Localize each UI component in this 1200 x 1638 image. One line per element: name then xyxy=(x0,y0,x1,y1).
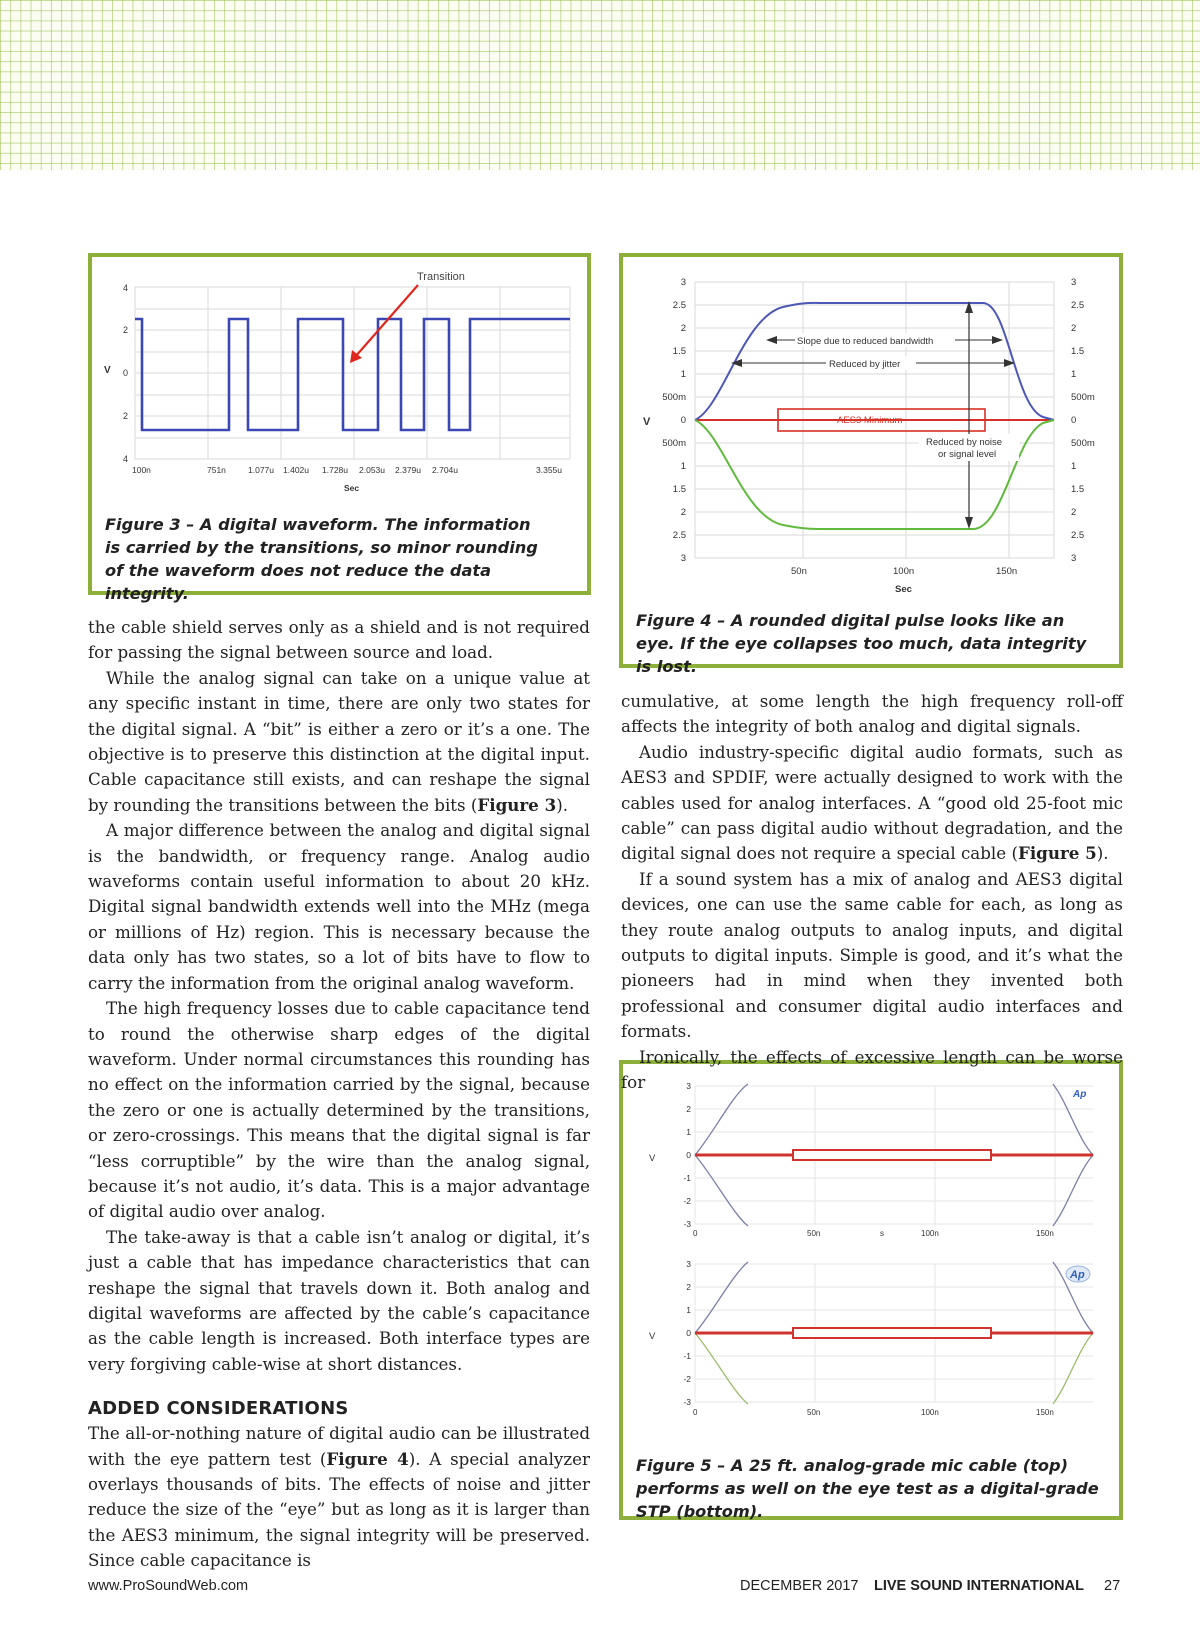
figure-3-caption: Figure 3 – A digital waveform. The information is carried by the transitions, so minor rounding of the waveform does not reduce the data integrity. xyxy=(105,515,538,603)
top-y-axis-label: V xyxy=(649,1153,656,1164)
y-tick-left: 2 xyxy=(680,507,686,518)
paragraph: cumulative, at some length the high frequency roll-off affects the integrity of both analog and digital signals. xyxy=(621,691,1123,737)
figure-5-caption: Figure 5 – A 25 ft. analog-grade mic cable (top) performs as well on the eye test as a digital-grade STP (bottom). xyxy=(636,1456,1099,1521)
x-tick: 1.402u xyxy=(283,465,309,475)
figure-3-chart xyxy=(92,257,587,507)
bottom-y-tick: -3 xyxy=(683,1397,691,1407)
bottom-eye-upper xyxy=(695,1262,748,1333)
bottom-y-tick: -2 xyxy=(683,1374,691,1384)
top-aes3-box xyxy=(793,1150,991,1160)
y-tick: 4 xyxy=(123,283,129,293)
page-number: 27 xyxy=(1104,1578,1121,1594)
y-tick-right: 2.5 xyxy=(1071,300,1085,311)
top-y-tick: 0 xyxy=(686,1150,691,1160)
x-tick: 150n xyxy=(996,566,1018,577)
y-tick-right: 500m xyxy=(1071,392,1095,403)
top-x-tick: 100n xyxy=(921,1229,939,1238)
figure-4-chart xyxy=(623,257,1119,597)
y-tick-right: 0 xyxy=(1071,415,1077,426)
y-tick: 4 xyxy=(123,454,129,464)
y-tick-right: 500m xyxy=(1071,438,1095,449)
y-axis-label: V xyxy=(104,365,111,376)
paragraph: A major difference between the analog and digital signal is the bandwidth, or frequency range. Analog audio waveforms contain useful information to about 20 kHz. Digital signal bandwidth extends well into the MHz (mega or millions of Hz) region. This is necessary because the data only has two states, so a lot of bits have to flow to carry the information from the original analog waveform. xyxy=(88,820,590,993)
top-y-tick: -1 xyxy=(683,1173,691,1183)
footer-date: DECEMBER 2017 xyxy=(740,1578,859,1594)
y-tick-left: 500m xyxy=(662,438,686,449)
y-tick-left: 1.5 xyxy=(672,346,686,357)
top-y-tick: -3 xyxy=(683,1219,691,1229)
y-tick-right: 1.5 xyxy=(1071,346,1085,357)
noise-label-1: Reduced by noise xyxy=(926,437,1003,448)
digital-waveform xyxy=(135,319,570,430)
top-eye-lower xyxy=(695,1155,748,1226)
paragraph: If a sound system has a mix of analog and AES3 digital devices, one can use the same cable for each, as long as they route analog outputs to analog inputs, and digital outputs to digital inputs. Simple is good, and it’s what the pioneers had in mind when they invented both professional and consumer digital audio interfaces and formats. xyxy=(621,868,1123,1042)
bottom-y-tick: 2 xyxy=(686,1282,691,1292)
figure-5-reference: Figure 5 xyxy=(1017,843,1097,864)
graph-paper-header xyxy=(0,0,1200,170)
left-column xyxy=(88,615,590,1574)
section-heading: ADDED CONSIDERATIONS xyxy=(88,1398,349,1420)
paragraph: Ironically, the effects of excessive length can be worse for xyxy=(621,1046,1123,1093)
y-tick: 2 xyxy=(123,411,129,421)
bottom-y-axis-label: V xyxy=(649,1331,656,1342)
figure-4-reference: Figure 4 xyxy=(326,1448,409,1469)
x-axis-label: Sec xyxy=(344,483,360,493)
paragraph: Audio industry-specific digital audio formats, such as AES3 and SPDIF, were actually designed to work with the cables used for analog interfaces. A “good old 25-foot mic cable” can pass digital audio without degradation, and the digital signal does not require a special cable (Figure 5). xyxy=(621,741,1123,864)
bottom-logo: Ap xyxy=(1070,1269,1085,1281)
y-tick-left: 2 xyxy=(680,323,686,334)
y-tick: 2 xyxy=(123,325,129,335)
jitter-label: Reduced by jitter xyxy=(829,359,901,370)
y-tick-left: 2.5 xyxy=(672,300,686,311)
x-axis-label: Sec xyxy=(895,584,912,595)
bottom-aes3-box xyxy=(793,1328,991,1338)
y-tick-right: 1 xyxy=(1071,461,1077,472)
y-tick-left: 1.5 xyxy=(672,484,686,495)
figure-3-reference: Figure 3 xyxy=(477,794,557,815)
slope-label: Slope due to reduced bandwidth xyxy=(797,336,934,347)
y-tick-left: 3 xyxy=(680,277,686,288)
top-eye-lower-right xyxy=(1053,1155,1093,1226)
y-tick-left: 1 xyxy=(680,461,686,472)
aes3-minimum-label: AES3 Minimum xyxy=(837,415,903,426)
top-x-tick: s xyxy=(880,1229,884,1238)
transition-label: Transition xyxy=(417,271,465,283)
y-tick-right: 3 xyxy=(1071,277,1077,288)
top-x-tick: 50n xyxy=(807,1229,821,1238)
y-tick-left: 2.5 xyxy=(672,530,686,541)
y-tick-right: 2 xyxy=(1071,507,1077,518)
bottom-x-tick: 100n xyxy=(921,1408,939,1417)
top-logo: Ap xyxy=(1073,1089,1087,1100)
x-tick: 3.355u xyxy=(536,465,562,475)
bottom-x-tick: 150n xyxy=(1036,1408,1054,1417)
x-tick: 2.704u xyxy=(432,465,458,475)
y-tick-left: 1 xyxy=(680,369,686,380)
y-tick-right: 1 xyxy=(1071,369,1077,380)
y-tick-left: 500m xyxy=(662,392,686,403)
paragraph: The all-or-nothing nature of digital audio can be illustrated with the eye pattern test (Figure 4). A special analyzer overlays thousands of bits. The effects of noise and jitter reduce the size of the “eye” but as long as it is larger than the AES3 minimum, the signal integrity will be preserved. Since cable capacitance is xyxy=(88,1423,590,1571)
y-tick-right: 2 xyxy=(1071,323,1077,334)
y-tick: 0 xyxy=(123,368,129,378)
figure-5 xyxy=(619,1060,1123,1520)
x-tick: 2.053u xyxy=(359,465,385,475)
top-y-tick: -2 xyxy=(683,1196,691,1206)
bottom-eye-lower-right xyxy=(1053,1333,1093,1404)
x-tick: 50n xyxy=(791,566,807,577)
bottom-y-tick: 3 xyxy=(686,1259,691,1269)
x-tick: 100n xyxy=(132,465,151,475)
figure-3 xyxy=(88,253,591,603)
x-tick: 751n xyxy=(207,465,226,475)
x-tick: 100n xyxy=(893,566,915,577)
top-y-tick: 2 xyxy=(686,1104,691,1114)
top-y-tick: 3 xyxy=(686,1081,691,1091)
top-x-tick: 150n xyxy=(1036,1229,1054,1238)
bottom-y-tick: 0 xyxy=(686,1328,691,1338)
transition-arrow xyxy=(355,285,418,357)
bottom-y-tick: 1 xyxy=(686,1305,691,1315)
y-tick-right: 1.5 xyxy=(1071,484,1085,495)
paragraph: The high frequency losses due to cable capacitance tend to round the otherwise sharp edges of the digital waveform. Under normal circumstances this rounding has no effect on the information carried by the signal, because the zero or one is actually determined by the transitions, or zero-crossings. This means that the digital signal is far “less corruptible” by the wire than the analog signal, because it’s not audio, it’s data. This is a major advantage of digital audio over analog. xyxy=(88,998,590,1222)
y-tick-right: 3 xyxy=(1071,553,1077,564)
y-tick-right: 2.5 xyxy=(1071,530,1085,541)
noise-label-2: or signal level xyxy=(938,449,997,460)
bottom-y-tick: -1 xyxy=(683,1351,691,1361)
y-axis-label: V xyxy=(643,416,651,428)
figure-4-caption: Figure 4 – A rounded digital pulse looks like an eye. If the eye collapses too much, data integrity is lost. xyxy=(636,611,1087,676)
paragraph: While the analog signal can take on a unique value at any specific instant in time, there are only two states for the digital signal. A “bit” is either a zero or it’s a one. The objective is to preserve this distinction at the digital input. Cable capacitance still exists, and can reshape the signal by rounding the transitions between the bits (Figure 3). xyxy=(88,667,590,815)
footer-magazine: LIVE SOUND INTERNATIONAL xyxy=(874,1578,1084,1594)
top-y-tick: 1 xyxy=(686,1127,691,1137)
bottom-x-tick: 50n xyxy=(807,1408,821,1417)
y-tick-left: 0 xyxy=(680,415,686,426)
top-x-tick: 0 xyxy=(693,1229,698,1238)
bottom-eye-lower xyxy=(695,1333,748,1404)
figure-4 xyxy=(619,253,1123,676)
y-tick-left: 3 xyxy=(680,553,686,564)
footer-url[interactable]: www.ProSoundWeb.com xyxy=(88,1578,249,1594)
x-tick: 2.379u xyxy=(395,465,421,475)
x-tick: 1.728u xyxy=(322,465,348,475)
bottom-x-tick: 0 xyxy=(693,1408,698,1417)
paragraph: The take-away is that a cable isn’t analog or digital, it’s just a cable that has impedance characteristics that can reshape the signal that travels down it. Both analog and digital waveforms are affected by the cable’s capacitance as the cable length is increased. Both interface types are very forgiving cable-wise at short distances. xyxy=(88,1226,590,1374)
x-tick: 1.077u xyxy=(248,465,274,475)
figure-5-chart xyxy=(623,1064,1119,1434)
right-column xyxy=(621,689,1123,1096)
paragraph: the cable shield serves only as a shield and is not required for passing the signal between source and load. xyxy=(88,617,590,663)
